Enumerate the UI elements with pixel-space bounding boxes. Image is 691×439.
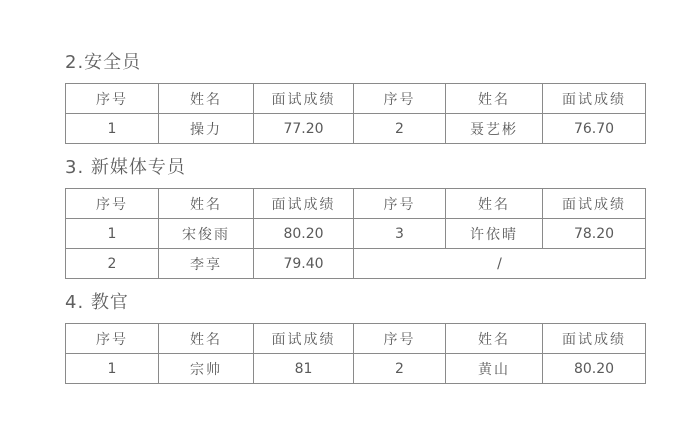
column-header-score: 面试成绩: [254, 189, 354, 219]
score-cell: 76.70: [543, 114, 646, 144]
name-cell: 许依晴: [446, 219, 543, 249]
score-table-security-officer: [65, 83, 646, 144]
column-header-name: 姓名: [159, 324, 254, 354]
score-cell: 80.20: [254, 219, 354, 249]
serial-cell: 3: [354, 219, 446, 249]
section-instructor: [65, 293, 645, 384]
column-header-serial: 序号: [354, 84, 446, 114]
score-table-new-media-specialist: [65, 188, 646, 279]
name-cell: 聂艺彬: [446, 114, 543, 144]
section-security-officer: [65, 53, 645, 144]
section-title: 3. 新媒体专员: [65, 157, 186, 178]
section-title: 4. 教官: [65, 292, 129, 313]
column-header-name: 姓名: [446, 324, 543, 354]
serial-cell: 1: [66, 219, 159, 249]
empty-merged-cell: /: [354, 249, 646, 279]
header-row: [66, 189, 646, 219]
serial-cell: 1: [66, 354, 159, 384]
header-row: [66, 324, 646, 354]
name-cell: 操力: [159, 114, 254, 144]
name-cell: 宗帅: [159, 354, 254, 384]
score-cell: 80.20: [543, 354, 646, 384]
column-header-name: 姓名: [446, 189, 543, 219]
column-header-serial: 序号: [66, 324, 159, 354]
section-title: 2.安全员: [65, 52, 142, 73]
table-row: [66, 354, 646, 384]
serial-cell: 2: [66, 249, 159, 279]
serial-cell: 2: [354, 354, 446, 384]
column-header-serial: 序号: [66, 84, 159, 114]
score-cell: 81: [254, 354, 354, 384]
column-header-serial: 序号: [66, 189, 159, 219]
table-row: [66, 114, 646, 144]
table-row: [66, 219, 646, 249]
section-new-media-specialist: [65, 158, 645, 279]
column-header-name: 姓名: [159, 189, 254, 219]
score-cell: 78.20: [543, 219, 646, 249]
column-header-score: 面试成绩: [254, 84, 354, 114]
score-cell: 79.40: [254, 249, 354, 279]
table-row: [66, 249, 646, 279]
serial-cell: 2: [354, 114, 446, 144]
column-header-name: 姓名: [159, 84, 254, 114]
column-header-score: 面试成绩: [543, 84, 646, 114]
column-header-serial: 序号: [354, 324, 446, 354]
name-cell: 黄山: [446, 354, 543, 384]
column-header-score: 面试成绩: [543, 189, 646, 219]
column-header-score: 面试成绩: [254, 324, 354, 354]
header-row: [66, 84, 646, 114]
score-cell: 77.20: [254, 114, 354, 144]
name-cell: 李享: [159, 249, 254, 279]
column-header-serial: 序号: [354, 189, 446, 219]
serial-cell: 1: [66, 114, 159, 144]
score-table-instructor: [65, 323, 646, 384]
column-header-name: 姓名: [446, 84, 543, 114]
column-header-score: 面试成绩: [543, 324, 646, 354]
name-cell: 宋俊雨: [159, 219, 254, 249]
